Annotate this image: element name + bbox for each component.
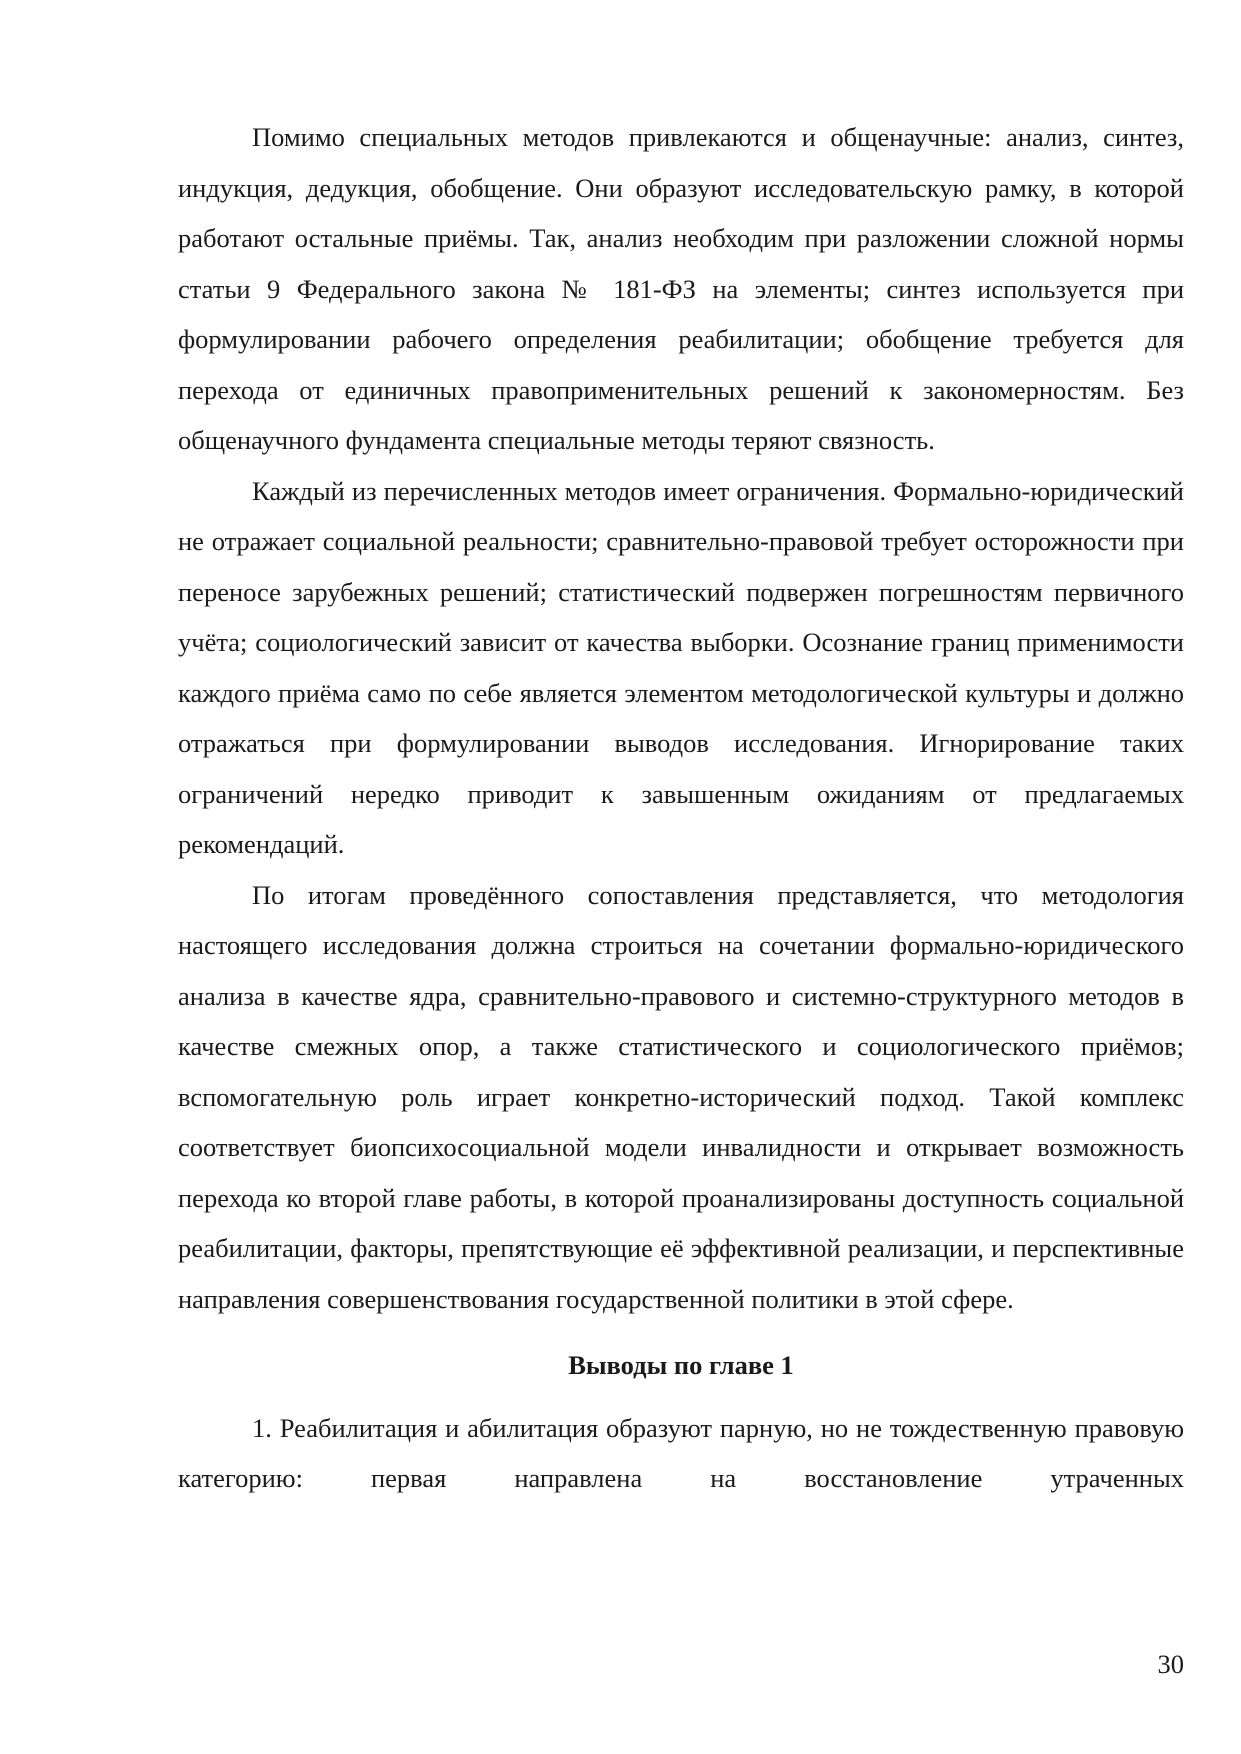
paragraph-general-methods: Помимо специальных методов привлекаются и общенаучные: анализ, синтез, индукция, дедукция, обобщение. Они образуют исследовательскую рамку, в которой работают остальные приёмы. Так, анализ необходим при разложении сложной нормы статьи 9 Федерального закона № 181-ФЗ на элементы; синтез используется при формулировании рабочего определения реабилитации; обобщение требуется для перехода от единичных правоприменительных решений к закономерностям. Без общенаучного фундамента специальные методы теряют связность. (178, 122, 1184, 455)
section-heading: Выводы по главе 1 (568, 1350, 794, 1380)
paragraph-method-limitations: Каждый из перечисленных методов имеет ограничения. Формально-юридический не отражает социальной реальности; сравнительно-правовой требует осторожности при переносе зарубежных решений; статистический подвержен погрешностям первичного учёта; социологический зависит от качества выборки. Осознание границ применимости каждого приёма само по себе является элементом методологической культуры и должно отражаться при формулировании выводов исследования. Игнорирование таких ограничений нередко приводит к завышенным ожиданиям от предлагаемых рекомендаций. (178, 475, 1184, 859)
body-text (178, 112, 1184, 1504)
conclusion-item-1: 1. Реабилитация и абилитация образуют парную, но не тождественную правовую категорию: первая направлена на восстановление утраченных (178, 1412, 1184, 1493)
paragraph-methodology-summary: По итогам проведённого сопоставления представляется, что методология настоящего исследования должна строиться на сочетании формально-юридического анализа в качестве ядра, сравнительно-правового и системно-структурного методов в качестве смежных опор, а также статистического и социологического приёмов; вспомогательную роль играет конкретно-исторический подход. Такой комплекс соответствует биопсихосоциальной модели инвалидности и открывает возможность перехода ко второй главе работы, в которой проанализированы доступность социальной реабилитации, факторы, препятствующие её эффективной реализации, и перспективные направления совершенствования государственной политики в этой сфере. (178, 879, 1184, 1314)
page-number: 30 (1157, 1649, 1184, 1679)
